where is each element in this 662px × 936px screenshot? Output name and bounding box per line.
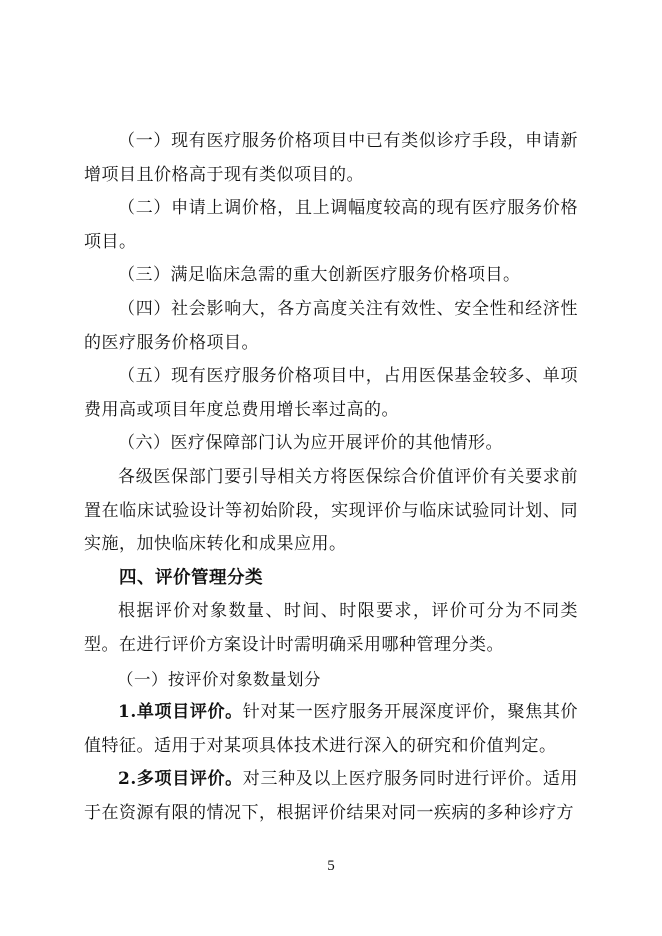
paragraph-classification-intro: 根据评价对象数量、时间、时限要求，评价可分为不同类型。在进行评价方案设计时需明确采用哪种管理分类。 bbox=[84, 601, 578, 655]
paragraph-text: 针对某一医疗服务开展深度评价，聚焦其价值特征。适用于对某项具体技术进行深入的研究和价值判定。 bbox=[84, 702, 578, 756]
section-heading: 四、评价管理分类 bbox=[119, 567, 263, 588]
paragraph-item-2: （二）申请上调价格，且上调幅度较高的现有医疗服务价格项目。 bbox=[84, 198, 578, 252]
paragraph-multi-item-evaluation bbox=[84, 763, 578, 830]
subsection-heading: （一）按评价对象数量划分 bbox=[117, 669, 321, 689]
paragraph-lead: 1.单项目评价。 bbox=[118, 702, 243, 723]
paragraph-text: 对三种及以上医疗服务同时进行评价。适用于在资源有限的情况下，根据评价结果对同一疾病的多种诊疗方 bbox=[84, 769, 578, 823]
paragraph-single-item-evaluation bbox=[84, 696, 578, 763]
paragraph-requirements: 各级医保部门要引导相关方将医保综合价值评价有关要求前置在临床试验设计等初始阶段，实现评价与临床试验同计划、同实施，加快临床转化和成果应用。 bbox=[84, 466, 578, 555]
paragraph-item-3: （三）满足临床急需的重大创新医疗服务价格项目。 bbox=[118, 265, 521, 286]
paragraph-item-1: （一）现有医疗服务价格项目中已有类似诊疗手段，申请新增项目且价格高于现有类似项目的。 bbox=[84, 131, 578, 185]
paragraph-item-6: （六）医疗保障部门认为应开展评价的其他情形。 bbox=[118, 433, 503, 454]
paragraph-item-5: （五）现有医疗服务价格项目中，占用医保基金较多、单项费用高或项目年度总费用增长率过高的。 bbox=[84, 366, 578, 420]
paragraph-item-4: （四）社会影响大，各方高度关注有效性、安全性和经济性的医疗服务价格项目。 bbox=[84, 298, 578, 353]
document-body bbox=[84, 125, 578, 830]
page-number: 5 bbox=[327, 858, 335, 874]
paragraph-lead: 2.多项目评价。 bbox=[118, 769, 243, 790]
